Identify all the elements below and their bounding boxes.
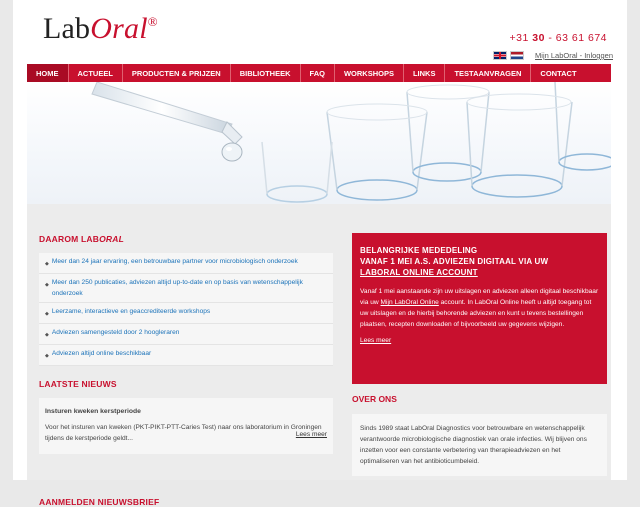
hero-banner: [27, 82, 611, 204]
bullet-icon: ◆: [45, 332, 49, 338]
main-nav: [27, 64, 611, 82]
nav-links[interactable]: LINKS: [404, 64, 446, 82]
newsletter-heading: AANMELDEN NIEUWSBRIEF: [39, 497, 160, 507]
about-heading: OVER ONS: [352, 394, 397, 404]
pipette: [92, 82, 242, 161]
nav-actueel[interactable]: ACTUEEL: [69, 64, 123, 82]
bullet-icon: ◆: [45, 261, 49, 267]
bullet-icon: ◆: [45, 353, 49, 359]
nl-flag-icon[interactable]: [510, 51, 524, 60]
list-item[interactable]: ◆ Adviezen altijd online beschikbaar: [39, 345, 333, 366]
nav-workshops[interactable]: WORKSHOPS: [335, 64, 404, 82]
list-item[interactable]: ◆ Meer dan 24 jaar ervaring, een betrouwbare partner voor microbiologisch onderzoek: [39, 253, 333, 274]
announcement-body: Vanaf 1 mei aanstaande zijn uw uitslagen en adviezen alleen digitaal beschikbaar via uw Mijn LabOral Online account. In LabOral Online heeft u altijd toegang tot uw uitslagen en de hierbij behorende adviezen en kunt u tevens bestellingen plaatsen, recepten downloaden of bijvoorbeeld uw gegevens wijzigen.: [360, 288, 599, 328]
news-item-text: Voor het insturen van kweken (PKT-PIKT-PTT-Caries Test) naar ons laboratorium in Groningen tijdens de kerstperiode geldt...: [45, 424, 322, 442]
nav-producten-prijzen[interactable]: PRODUCTEN & PRIJZEN: [123, 64, 231, 82]
nav-bibliotheek[interactable]: BIBLIOTHEEK: [231, 64, 301, 82]
about-text: Sinds 1989 staat LabOral Diagnostics voor betrouwbare en wetenschappelijk verantwoorde microbiologische diagnostiek van orale infecties. Wij blijven ons inzetten voor een constante verbetering van therapieadviezen en het optimaliseren van het antibioticumbeleid.: [352, 414, 607, 476]
logo-oral: Oral: [90, 12, 148, 45]
latest-news-heading: LAATSTE NIEUWS: [39, 379, 117, 389]
content-area: [27, 204, 611, 507]
bullet-icon: ◆: [45, 311, 49, 317]
lab-glassware-illustration: [27, 82, 611, 204]
laboral-online-account-link[interactable]: LABORAL ONLINE ACCOUNT: [360, 268, 478, 277]
language-login-bar: [493, 51, 613, 60]
phone-number[interactable]: +31 30 - 63 61 674: [509, 32, 607, 44]
news-item: [39, 398, 333, 454]
announcement-subtitle: VANAF 1 MEI A.S. ADVIEZEN DIGITAAL VIA UW: [360, 257, 549, 266]
announcement-box: [352, 233, 607, 384]
why-laboral-heading: DAAROM LABORAL: [39, 234, 124, 244]
uk-flag-icon[interactable]: [493, 51, 507, 60]
announcement-read-more-link[interactable]: Lees meer: [360, 337, 392, 344]
news-item-title[interactable]: Insturen kweken kerstperiode: [45, 408, 141, 415]
list-item[interactable]: ◆ Leerzame, interactieve en geaccrediteerde workshops: [39, 303, 333, 324]
benefits-list: [39, 253, 333, 366]
logo-lab: Lab: [43, 12, 91, 45]
tube-tops: [327, 85, 571, 120]
logo-registered: ®: [147, 14, 158, 29]
list-item[interactable]: ◆ Meer dan 250 publicaties, adviezen altijd up-to-date en op basis van wetenschappelijk onderzoek: [39, 274, 333, 303]
test-tubes: [262, 82, 611, 202]
nav-testaanvragen[interactable]: TESTAANVRAGEN: [445, 64, 531, 82]
mijn-laboral-online-link[interactable]: Mijn LabOral Online: [380, 299, 439, 306]
nav-home[interactable]: HOME: [27, 64, 69, 82]
nav-faq[interactable]: FAQ: [301, 64, 335, 82]
nav-contact[interactable]: CONTACT: [540, 68, 577, 78]
left-column: [39, 234, 333, 507]
laboral-logo[interactable]: [43, 12, 158, 46]
announcement-title: BELANGRIJKE MEDEDELING: [360, 246, 478, 255]
page: [13, 0, 627, 507]
list-item[interactable]: ◆ Adviezen samengesteld door 2 hoogleraren: [39, 324, 333, 345]
login-link[interactable]: Mijn LabOral - Inloggen: [535, 51, 613, 60]
bullet-icon: ◆: [45, 282, 49, 288]
news-read-more-link[interactable]: Lees meer: [295, 431, 327, 438]
right-column: [352, 233, 607, 476]
